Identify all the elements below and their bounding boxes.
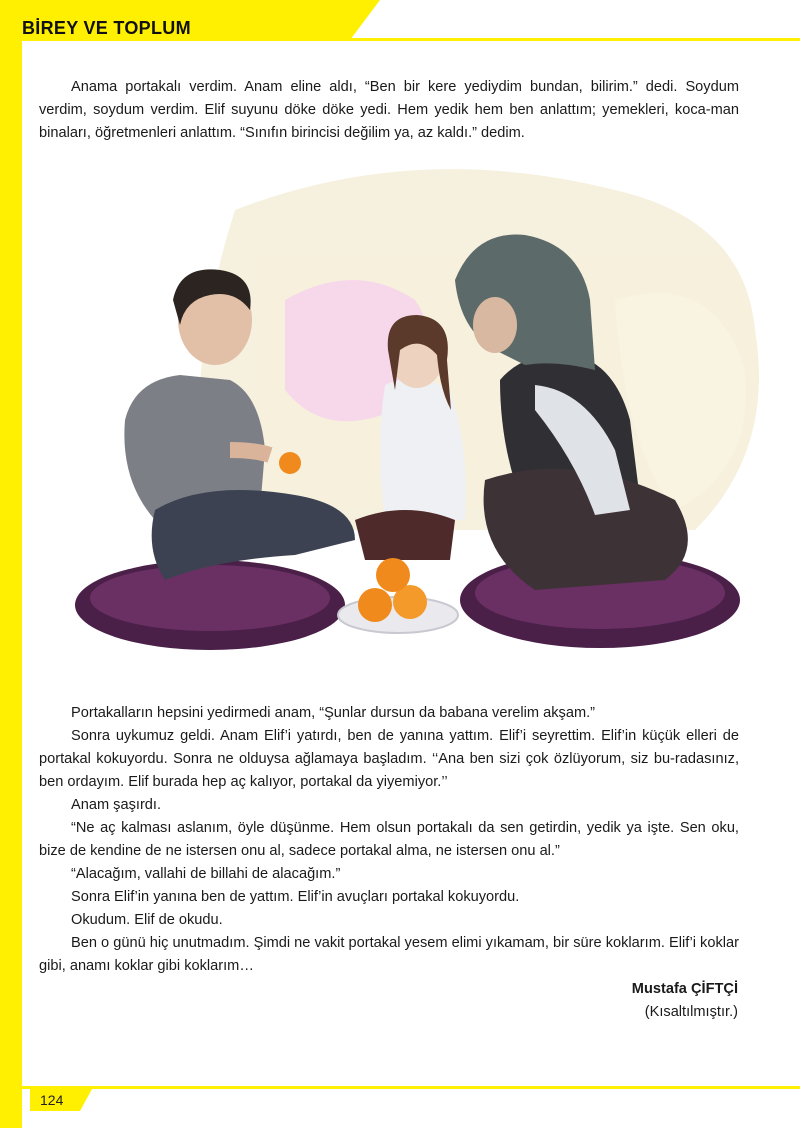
paragraph: Sonra Elif’in yanına ben de yattım. Elif’in avuçları portakal kokuyordu.: [71, 889, 520, 905]
paragraph: “Ne aç kalması aslanım, öyle düşünme. Hem olsun portakalı da sen getirdin, yedik ya işte. Sen oku, bize de kendine de ne istersen onu al, sadece portakal alma, ne istersen onu al.”: [39, 820, 739, 859]
author-name: Mustafa ÇİFTÇİ: [631, 981, 738, 997]
section-title: BİREY VE TOPLUM: [22, 18, 191, 38]
left-accent-band: [0, 0, 22, 1128]
paragraph: Portakalların hepsini yedirmedi anam, “Şunlar dursun da babana verelim akşam.”: [71, 705, 596, 721]
paragraph: Okudum. Elif de okudu.: [71, 912, 223, 928]
paragraph: Sonra uykumuz geldi. Anam Elif’i yatırdı, ben de yanına yattım. Elif’i seyrettim. Elif’in küçük elleri de portakal kokuyordu. Sonra ne olduysa ağlamaya başladım. ‘‘Ana ben sizi çok özlüyorum, siz bu-radasınız, ben ordayım. Elif burada hep aç kalıyor, portakal da yiyemiyor.’’: [39, 728, 739, 790]
abridged-note: (Kısaltılmıştır.): [644, 1004, 738, 1020]
page-number: 124: [40, 1092, 64, 1108]
paragraph: Ben o günü hiç unutmadım. Şimdi ne vakit portakal yesem elimi yıkamam, bir süre koklarım. Elif’i koklar gibi, anamı koklar gibi koklarım…: [39, 935, 739, 974]
paragraph: “Alacağım, vallahi de billahi de alacağım.”: [71, 866, 341, 882]
footer-rule: [22, 1086, 800, 1089]
intro-text: [39, 76, 739, 145]
paragraph: Anam şaşırdı.: [71, 797, 162, 813]
story-text: [39, 702, 739, 978]
paragraph: Anama portakalı verdim. Anam eline aldı, “Ben bir kere yediydim bundan, bilirim.” dedi. Soydum verdim, soydum verdim. Elif suyunu döke döke yedi. Hem yedik hem ben anlattım; yemekleri, koca-man binaları, öğretmenleri anlattım. “Sınıfın birincisi değilim ya, az kaldı.” dedim.: [39, 79, 739, 141]
family-eating-oranges-illustration: [55, 150, 775, 680]
